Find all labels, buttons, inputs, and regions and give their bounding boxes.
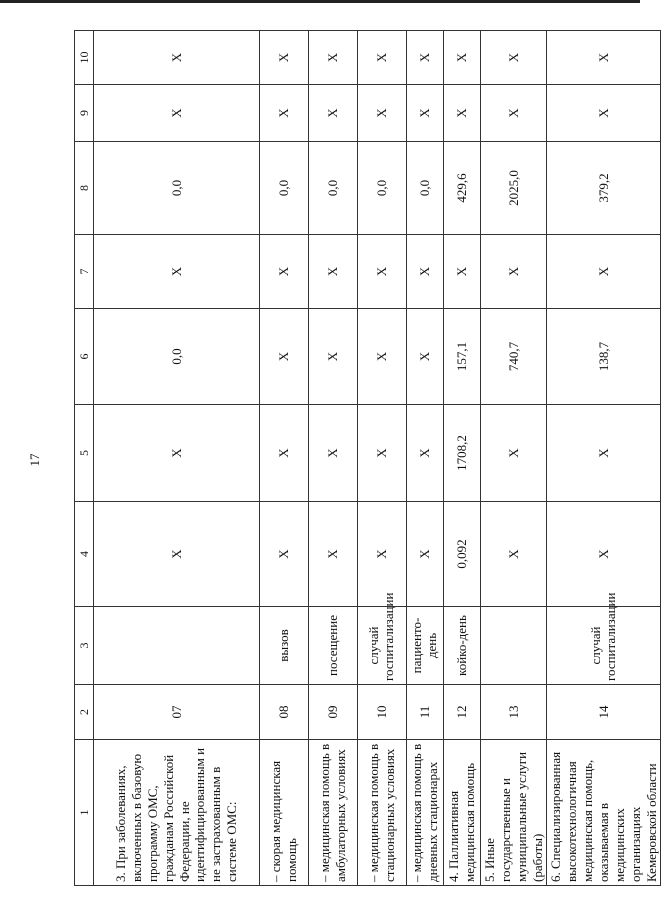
row-code: 12 bbox=[444, 685, 481, 740]
cell: X bbox=[547, 31, 661, 85]
cell: 157,1 bbox=[444, 309, 481, 405]
column-header: 6 bbox=[75, 309, 94, 405]
header-row bbox=[75, 31, 94, 886]
row-code: 08 bbox=[260, 685, 309, 740]
column-header: 2 bbox=[75, 685, 94, 740]
cell: X bbox=[407, 309, 444, 405]
cell: X bbox=[94, 235, 260, 309]
cell: X bbox=[260, 502, 309, 607]
cell: X bbox=[444, 31, 481, 85]
cell: X bbox=[260, 85, 309, 142]
column-header: 4 bbox=[75, 502, 94, 607]
cell: 0,0 bbox=[94, 309, 260, 405]
cell: 0,0 bbox=[407, 142, 444, 235]
cell: X bbox=[260, 309, 309, 405]
cell: X bbox=[407, 502, 444, 607]
cell: X bbox=[444, 85, 481, 142]
cell: 429,6 bbox=[444, 142, 481, 235]
table-row bbox=[260, 31, 309, 886]
cell: X bbox=[94, 31, 260, 85]
row-name: – медицинская помощь в стационарных условиях bbox=[358, 740, 407, 886]
table-row bbox=[309, 31, 358, 886]
row-unit: посещение bbox=[309, 607, 358, 685]
cell: X bbox=[481, 405, 547, 502]
cell: X bbox=[309, 502, 358, 607]
data-table bbox=[74, 30, 661, 886]
row-code: 09 bbox=[309, 685, 358, 740]
top-rule bbox=[0, 0, 640, 3]
row-unit bbox=[481, 607, 547, 685]
table-row bbox=[547, 31, 661, 886]
cell: X bbox=[309, 405, 358, 502]
cell: 0,0 bbox=[358, 142, 407, 235]
cell: X bbox=[309, 31, 358, 85]
table-row bbox=[407, 31, 444, 886]
cell: 0,0 bbox=[260, 142, 309, 235]
column-header: 9 bbox=[75, 85, 94, 142]
cell: 138,7 bbox=[547, 309, 661, 405]
cell: X bbox=[260, 405, 309, 502]
row-code: 14 bbox=[547, 685, 661, 740]
cell: 1708,2 bbox=[444, 405, 481, 502]
table-row bbox=[358, 31, 407, 886]
cell: 740,7 bbox=[481, 309, 547, 405]
row-name: – скорая медицинская помощь bbox=[260, 740, 309, 886]
cell: X bbox=[260, 31, 309, 85]
cell: X bbox=[358, 502, 407, 607]
cell: X bbox=[94, 405, 260, 502]
cell: X bbox=[444, 235, 481, 309]
table-row bbox=[481, 31, 547, 886]
cell: X bbox=[547, 405, 661, 502]
page-number: 17 bbox=[27, 453, 42, 467]
row-name: 5. Иные государственные и муниципальные услуги (работы) bbox=[481, 740, 547, 886]
column-header: 7 bbox=[75, 235, 94, 309]
cell: X bbox=[481, 235, 547, 309]
cell: X bbox=[481, 31, 547, 85]
cell: X bbox=[481, 502, 547, 607]
row-unit bbox=[94, 607, 260, 685]
cell: X bbox=[547, 85, 661, 142]
cell: X bbox=[547, 502, 661, 607]
row-name: 4. Паллиативная медицинская помощь bbox=[444, 740, 481, 886]
column-header: 1 bbox=[75, 740, 94, 886]
cell: 0,092 bbox=[444, 502, 481, 607]
row-unit: случай госпитализации bbox=[547, 607, 661, 685]
cell: X bbox=[407, 31, 444, 85]
row-unit: вызов bbox=[260, 607, 309, 685]
row-name: – медицинская помощь в амбулаторных условиях bbox=[309, 740, 358, 886]
cell: X bbox=[407, 405, 444, 502]
cell: 0,0 bbox=[309, 142, 358, 235]
cell: X bbox=[407, 85, 444, 142]
cell: X bbox=[358, 85, 407, 142]
row-code: 07 bbox=[94, 685, 260, 740]
cell: X bbox=[94, 502, 260, 607]
cell: X bbox=[309, 85, 358, 142]
cell: 0,0 bbox=[94, 142, 260, 235]
column-header: 5 bbox=[75, 405, 94, 502]
column-header: 10 bbox=[75, 31, 94, 85]
row-unit: пациенто-день bbox=[407, 607, 444, 685]
cell: X bbox=[309, 235, 358, 309]
column-header: 3 bbox=[75, 607, 94, 685]
cell: X bbox=[481, 85, 547, 142]
row-unit: койко-день bbox=[444, 607, 481, 685]
cell: X bbox=[358, 31, 407, 85]
row-unit: случай госпитализации bbox=[358, 607, 407, 685]
cell: X bbox=[547, 235, 661, 309]
column-header: 8 bbox=[75, 142, 94, 235]
cell: X bbox=[309, 309, 358, 405]
rotated-table-container bbox=[74, 31, 659, 886]
row-name: 3. При заболеваниях, включенных в базовую программу ОМС, гражданам Российской Федерации, не идентифицированным и не застрахованным в системе ОМС: bbox=[94, 740, 260, 886]
cell: X bbox=[358, 405, 407, 502]
row-code: 13 bbox=[481, 685, 547, 740]
row-code: 10 bbox=[358, 685, 407, 740]
cell: X bbox=[94, 85, 260, 142]
cell: X bbox=[358, 309, 407, 405]
cell: X bbox=[358, 235, 407, 309]
row-name: – медицинская помощь в дневных стационарах bbox=[407, 740, 444, 886]
cell: X bbox=[260, 235, 309, 309]
row-name: 6. Специализированная высокотехнологичная медицинская помощь, оказываемая в медицинских организациях Кемеровской области bbox=[547, 740, 661, 886]
row-code: 11 bbox=[407, 685, 444, 740]
table-row bbox=[94, 31, 260, 886]
cell: X bbox=[407, 235, 444, 309]
cell: 2025,0 bbox=[481, 142, 547, 235]
table-row bbox=[444, 31, 481, 886]
cell: 379,2 bbox=[547, 142, 661, 235]
